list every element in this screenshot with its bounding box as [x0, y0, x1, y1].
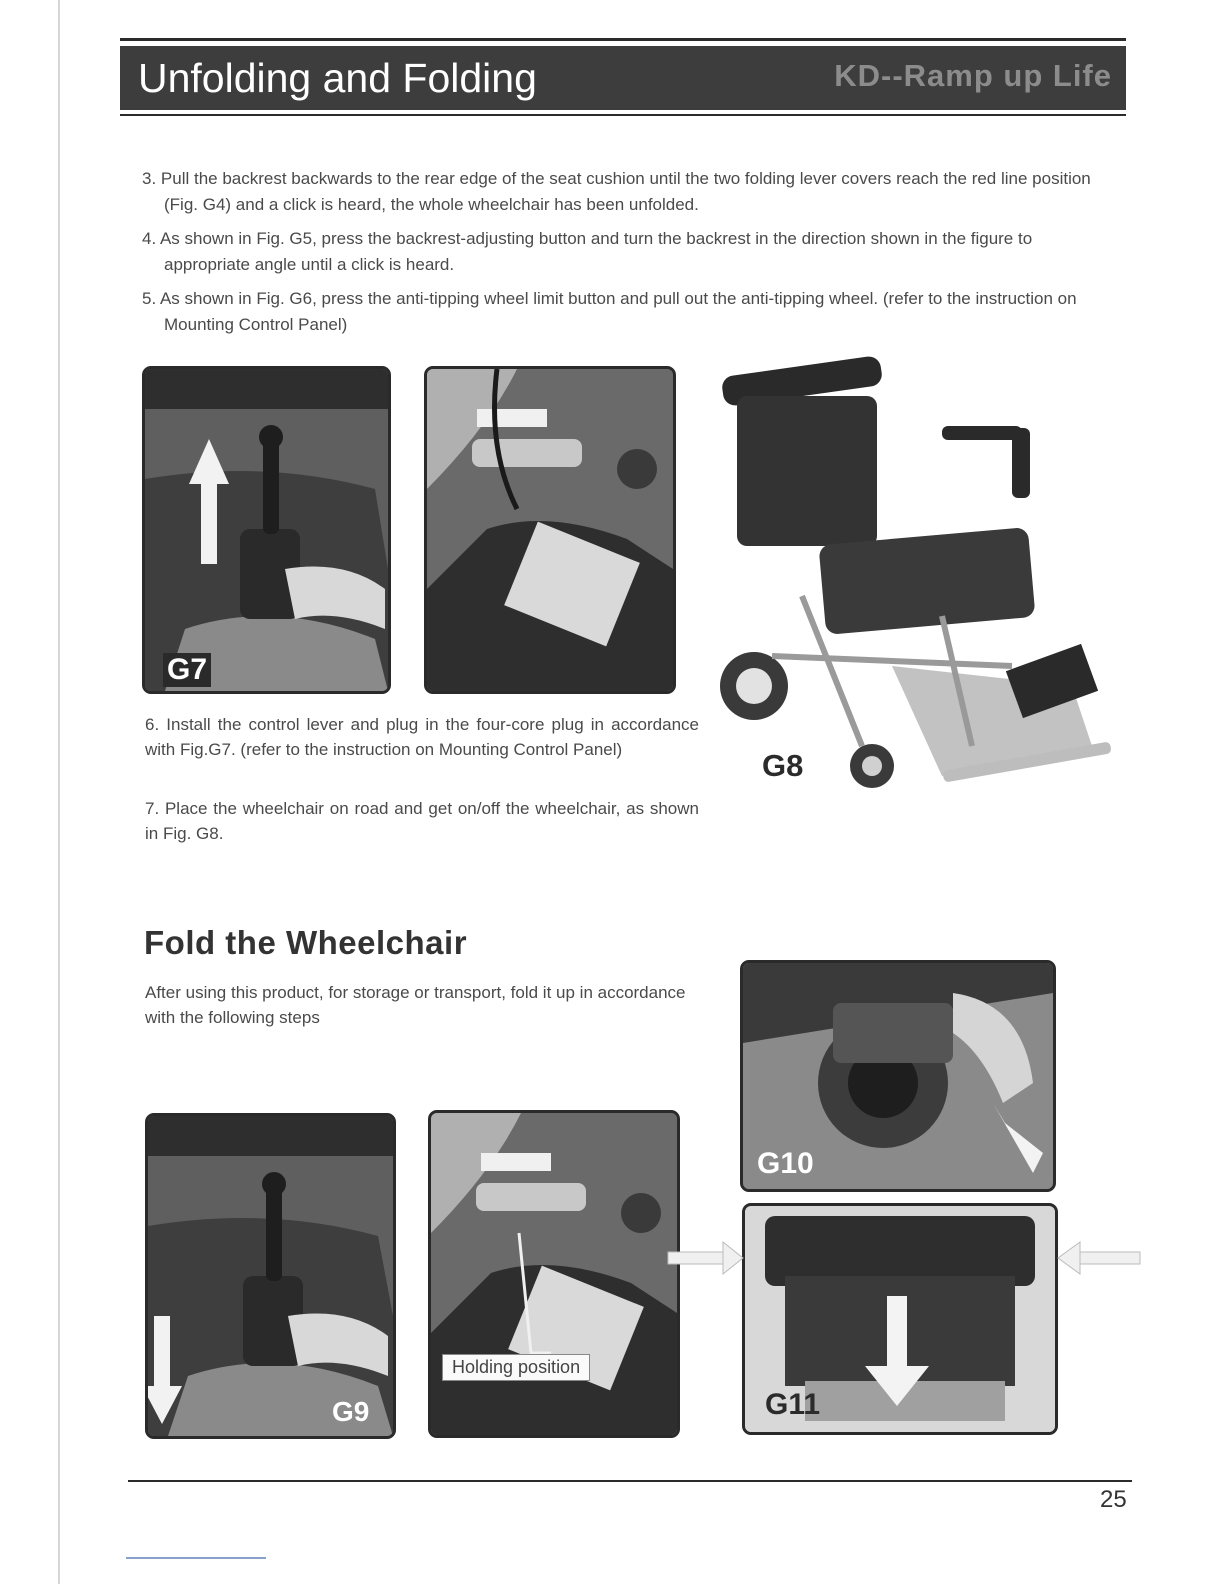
photo-plug	[424, 366, 676, 694]
fig-label-g8: G8	[762, 748, 804, 783]
footer-rule	[128, 1480, 1132, 1482]
photo-g9	[145, 1113, 396, 1439]
section-title-fold: Fold the Wheelchair	[144, 924, 468, 961]
header-banner	[120, 46, 1126, 110]
plug-illustration	[427, 369, 673, 691]
unfold-steps	[142, 166, 1117, 346]
step-4: 4. As shown in Fig. G5, press the backrest-adjusting button and turn the backrest in the direction shown in the figure to appropriate angle until a click is heard.	[142, 229, 1033, 274]
photo-g7	[142, 366, 391, 694]
header-rule-bottom	[120, 114, 1126, 116]
footer-link-underline	[126, 1557, 266, 1559]
joystick-remove-illustration	[148, 1116, 393, 1436]
step-5: 5. As shown in Fig. G6, press the anti-tipping wheel limit button and pull out the anti-tipping wheel. (refer to the instruction on Mounting Control Panel)	[142, 289, 1077, 334]
side-arrows	[660, 1230, 1150, 1290]
fold-intro: After using this product, for storage or transport, fold it up in accordance with the following steps	[145, 983, 686, 1027]
fig-label-g10: G10	[757, 1147, 814, 1180]
arrow-right-icon	[668, 1242, 743, 1274]
photo-holding	[428, 1110, 680, 1438]
fig-label-g9: G9	[332, 1396, 370, 1427]
arrow-left-icon	[1058, 1242, 1140, 1274]
step-6: 6. Install the control lever and plug in the four-core plug in accordance with Fig.G7. (refer to the instruction on Mounting Control Panel)	[145, 715, 699, 759]
step-3: 3. Pull the backrest backwards to the rear edge of the seat cushion until the two folding lever covers reach the red line position (Fig. G4) and a click is heard, the whole wheelchair has been unfolded.	[142, 169, 1091, 214]
margin-line	[58, 0, 60, 1584]
photo-g10	[740, 960, 1056, 1192]
page-number: 25	[1100, 1486, 1127, 1513]
step-7: 7. Place the wheelchair on road and get on/off the wheelchair, as shown in Fig. G8.	[145, 799, 699, 843]
page-title: Unfolding and Folding	[138, 55, 537, 101]
holding-position-label: Holding position	[442, 1354, 590, 1381]
brand-tagline: KD--Ramp up Life	[834, 58, 1112, 93]
joystick-illustration	[145, 369, 388, 691]
header-rule-top	[120, 38, 1126, 41]
fig-label-g11: G11	[765, 1388, 821, 1421]
wheelchair-illustration	[712, 356, 1122, 806]
fig-label-g7: G7	[163, 653, 211, 687]
plug-remove-illustration	[431, 1113, 677, 1435]
